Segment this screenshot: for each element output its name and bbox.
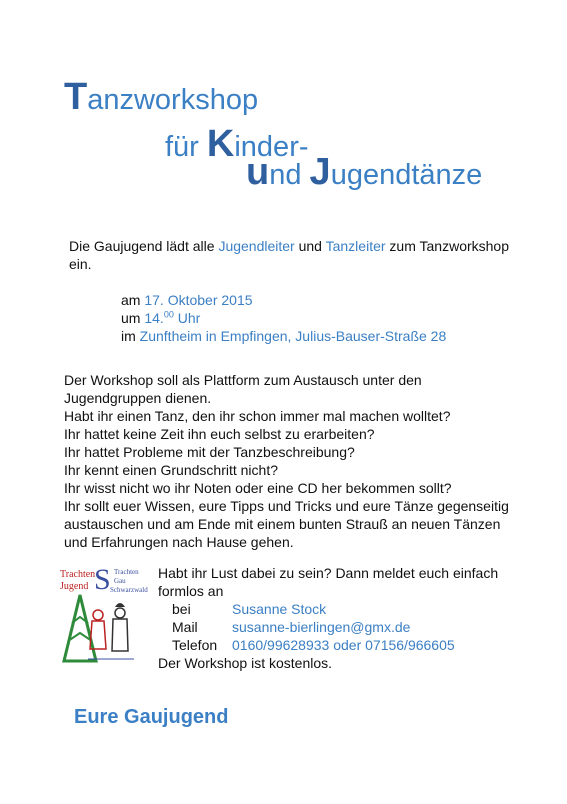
- place-label: im: [121, 328, 140, 344]
- time-minutes: 00: [163, 309, 174, 320]
- time-suffix: Uhr: [173, 310, 201, 326]
- event-time: [121, 309, 200, 327]
- title-initial-j: J: [309, 151, 331, 193]
- logo-text-trachten-2: Trachten: [114, 568, 139, 576]
- time-hour: 14.: [144, 310, 164, 326]
- description-line: Ihr hattet keine Zeit ihn euch selbst zu erarbeiten?: [64, 426, 375, 442]
- title-line-3-text: ugendtänze: [330, 159, 483, 191]
- intro-text-3: zum Tanzworkshop ein.: [69, 238, 509, 272]
- title-initial-t: T: [64, 76, 88, 118]
- intro-text-1: Die Gaujugend lädt alle: [69, 238, 219, 254]
- description-line: austauschen und am Ende mit einem bunten Strauß an neuen Tänzen: [64, 516, 501, 532]
- date-label: am: [121, 292, 145, 308]
- description-line: Jugendgruppen dienen.: [64, 390, 212, 406]
- time-value: [144, 310, 200, 326]
- title-line-2-text: inder-: [234, 131, 309, 163]
- intro-highlight-tanzleiter: Tanzleiter: [325, 238, 386, 254]
- title-line-1: [64, 78, 258, 116]
- description-line: Ihr kennt einen Grundschritt nicht?: [64, 462, 279, 478]
- event-date: [121, 291, 253, 309]
- logo-text-jugend: Jugend: [60, 581, 89, 592]
- trachtenjugend-logo: [58, 563, 154, 667]
- logo-figure-right-icon: [115, 608, 125, 618]
- logo-big-s: S: [94, 563, 111, 596]
- title-line-2-pre: für: [165, 131, 207, 163]
- contact-phone-label: Telefon: [172, 637, 218, 653]
- title-initial-k: K: [206, 123, 235, 165]
- logo-text-gau: Gau: [114, 577, 126, 585]
- footer-signature: Eure Gaujugend: [74, 706, 229, 728]
- title-line-3: [246, 153, 482, 191]
- time-label: um: [121, 310, 145, 326]
- contact-intro-2: formlos an: [158, 583, 224, 599]
- contact-mail-label: Mail: [172, 619, 198, 635]
- intro-text-2: und: [294, 238, 326, 254]
- description-line: Habt ihr einen Tanz, den ihr schon immer mal machen wolltet?: [64, 408, 451, 424]
- contact-phone-value: 0160/99628933 oder 07156/966605: [232, 637, 455, 653]
- contact-person: [158, 600, 528, 618]
- description-line: Der Workshop soll als Plattform zum Austausch unter den: [64, 372, 422, 388]
- title-line-3-mid: nd: [269, 159, 310, 191]
- intro-highlight-jugendleiter: Jugendleiter: [218, 238, 295, 254]
- contact-person-label: bei: [172, 601, 191, 617]
- contact-block: [158, 564, 528, 672]
- contact-mail: [158, 618, 528, 636]
- title-line-1-text: anzworkshop: [87, 84, 259, 116]
- contact-mail-link[interactable]: susanne-bierlingen@gmx.de: [232, 619, 411, 635]
- description-paragraph: [64, 371, 524, 551]
- description-line: Ihr wisst nicht wo ihr Noten oder eine CD her bekommen sollt?: [64, 480, 452, 496]
- contact-free-note: Der Workshop ist kostenlos.: [158, 655, 333, 671]
- contact-phone: [158, 636, 528, 654]
- contact-intro-1: Habt ihr Lust dabei zu sein? Dann meldet euch einfach: [158, 565, 499, 581]
- description-line: Ihr sollt euer Wissen, eure Tipps und Tricks und eure Tänze gegenseitig: [64, 498, 509, 514]
- contact-person-name: Susanne Stock: [232, 601, 327, 617]
- place-value: Zunftheim in Empfingen, Julius-Bauser-Straße 28: [139, 328, 447, 344]
- title-initial-u: u: [246, 151, 270, 193]
- logo-figure-left-icon: [93, 610, 103, 620]
- description-line: Ihr hattet Probleme mit der Tanzbeschreibung?: [64, 444, 355, 460]
- intro-paragraph: [69, 237, 509, 273]
- date-value: 17. Oktober 2015: [144, 292, 253, 308]
- description-line: und Erfahrungen nach Hause gehen.: [64, 534, 294, 550]
- logo-text-schwarzwald: Schwarzwald: [110, 586, 148, 594]
- logo-text-trachten: Trachten: [60, 569, 96, 580]
- event-place: [121, 327, 446, 345]
